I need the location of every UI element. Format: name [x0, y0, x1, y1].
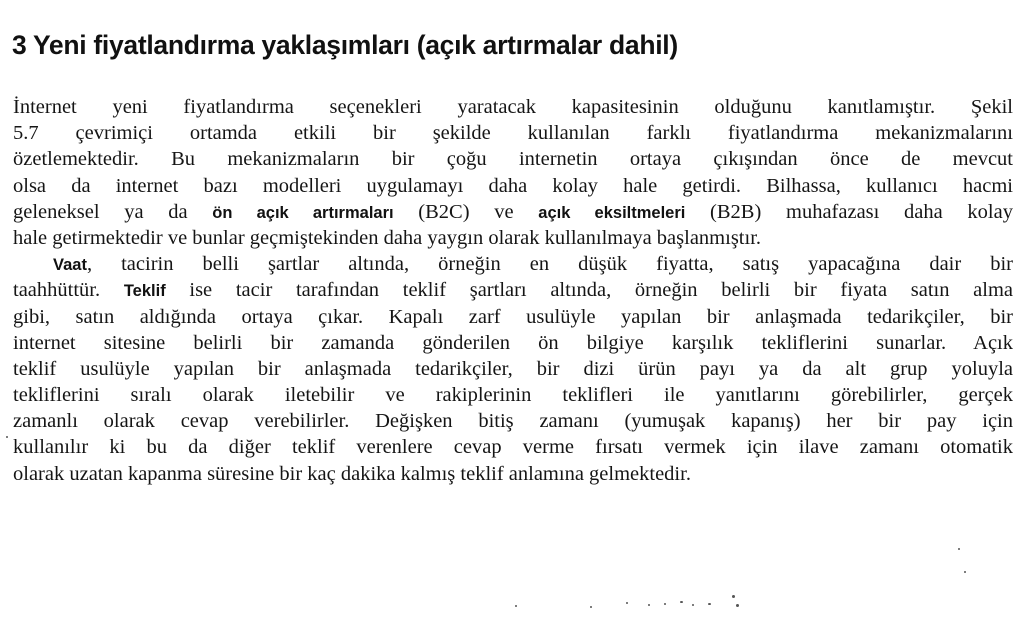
- text-fragment: geleneksel ya da: [13, 200, 213, 223]
- scan-speck: [515, 605, 517, 607]
- text-line: özetlemektedir. Bu mekanizmaların bir çoğu internetin ortaya çıkışından önce de mevcut: [13, 148, 1013, 171]
- text-fragment: ise tacir tarafından teklif şartları altında, örneğin belirli bir fiyata satın alma: [165, 279, 1013, 302]
- text-line: kullanılır ki bu da diğer teklif verenlere cevap verme fırsatı vermek için ilave zamanı otomatik: [13, 436, 1013, 459]
- text-fragment: taahhüttür.: [13, 279, 124, 302]
- keyword-vaat: Vaat: [53, 256, 87, 275]
- scan-speck: [958, 548, 960, 550]
- section-heading: 3 Yeni fiyatlandırma yaklaşımları (açık artırmalar dahil): [12, 30, 678, 60]
- text-fragment: (B2C) ve: [393, 200, 539, 223]
- scan-speck: [680, 601, 683, 603]
- scan-speck: [664, 603, 666, 605]
- keyword-on-acik-artirmalari: ön açık artırmaları: [212, 203, 394, 222]
- text-line: internet sitesine belirli bir zamanda gönderilen ön bilgiye karşılık tekliflerini sunarlar. Açık: [13, 331, 1013, 354]
- keyword-teklif: Teklif: [123, 282, 166, 301]
- body-text: [13, 94, 1013, 487]
- scan-speck: [6, 436, 8, 438]
- scan-speck: [626, 602, 628, 604]
- paragraph-2: [13, 251, 1013, 487]
- text-line: olsa da internet bazı modelleri uygulamayı daha kolay hale getirdi. Bilhassa, kullanıcı hacmi: [13, 174, 1013, 197]
- text-line: [13, 199, 1013, 225]
- text-line: tekliflerini sıralı olarak iletebilir ve rakiplerinin teklifleri ile yanıtlarını görebilirler, gerçek: [13, 384, 1013, 407]
- text-line: [13, 277, 1013, 303]
- scan-speck: [692, 604, 694, 606]
- text-line: [13, 251, 1013, 277]
- scan-speck: [732, 595, 735, 598]
- text-line: gibi, satın aldığında ortaya çıkar. Kapalı zarf usulüyle yapılan bir anlaşmada tedarikçiler, bir: [13, 305, 1013, 328]
- scan-speck: [708, 603, 711, 605]
- text-fragment: (B2B) muhafazası daha kolay: [685, 200, 1013, 223]
- text-fragment: , tacirin belli şartlar altında, örneğin en düşük fiyatta, satış yapacağına dair bir: [86, 253, 1013, 276]
- text-line: zamanlı olarak cevap verebilirler. Değişken bitiş zamanı (yumuşak kapanış) her bir pay için: [13, 410, 1013, 433]
- scan-speck: [648, 604, 650, 606]
- text-line: hale getirmektedir ve bunlar geçmiştekinden daha yaygın olarak kullanılmaya başlanmıştır.: [13, 226, 762, 249]
- text-line: 5.7 çevrimiçi ortamda etkili bir şekilde kullanılan farklı fiyatlandırma mekanizmalarını: [13, 122, 1013, 145]
- text-line: olarak uzatan kapanma süresine bir kaç dakika kalmış teklif anlamına gelmektedir.: [13, 462, 691, 485]
- text-line: İnternet yeni fiyatlandırma seçenekleri yaratacak kapasitesinin olduğunu kanıtlamıştır. Şekil: [13, 96, 1013, 118]
- text-line: teklif usulüyle yapılan bir anlaşmada tedarikçiler, bir dizi ürün payı ya da alt grup yoluyla: [13, 357, 1013, 380]
- scan-speck: [590, 606, 592, 608]
- scan-speck: [964, 571, 966, 573]
- scan-speck: [736, 604, 739, 607]
- paragraph-1: [13, 94, 1013, 251]
- keyword-acik-eksiltmeleri: açık eksiltmeleri: [538, 203, 686, 222]
